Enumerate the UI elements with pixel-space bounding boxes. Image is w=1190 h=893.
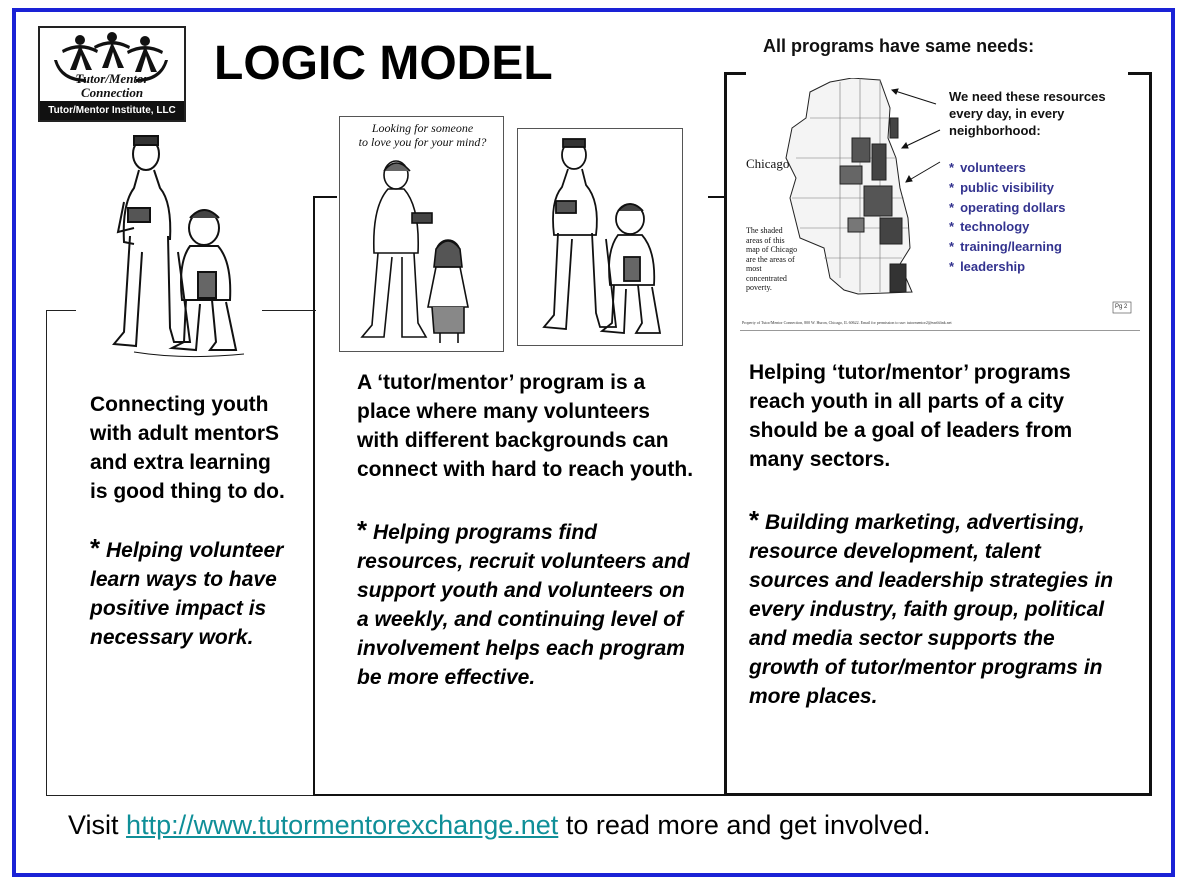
footer-link[interactable]: http://www.tutormentorexchange.net — [126, 810, 559, 840]
resource-item: * training/learning — [949, 239, 1062, 255]
resources-list — [949, 158, 1066, 277]
column-1-top-right-tick — [262, 310, 316, 311]
resource-item: * technology — [949, 219, 1030, 235]
column-3-top-left-tick — [724, 72, 746, 75]
poster-line1: Looking for someone — [371, 121, 474, 135]
mentor-panel — [517, 128, 683, 346]
poster-panel — [339, 116, 504, 352]
resource-item: * leadership — [949, 258, 1026, 274]
logo — [38, 26, 186, 122]
column-2-to-3-connector — [708, 196, 726, 198]
footer — [68, 810, 931, 841]
page-title: LOGIC MODEL — [214, 37, 553, 90]
column-1-top-left-tick — [46, 310, 76, 311]
map-shade-note: The shaded areas of this map of Chicago are the areas of most concentrated poverty. — [746, 226, 798, 292]
column-3-top-right-tick — [1128, 72, 1152, 75]
column-1-main: Connecting youth with adult mentorS and extra learning is good thing to do. — [90, 393, 285, 503]
column-2-text — [357, 368, 697, 692]
column-3-note: * Building marketing, advertising, resource development, talent sources and leadership strategies in every industry, faith group, political and media sector supports the growth of tutor/mentor programs in more places. — [749, 505, 1114, 708]
logo-line2: Connection — [80, 85, 144, 100]
column-2-top-tick — [313, 196, 337, 198]
resource-item: * public visibility — [949, 179, 1054, 195]
column-1-text — [90, 390, 290, 652]
needs-title: All programs have same needs: — [763, 36, 1035, 56]
resource-item: * volunteers — [949, 160, 1026, 175]
logo-bar: Tutor/Mentor Institute, LLC — [40, 101, 184, 120]
resources-heading: We need these resources every day, in every neighborhood: — [949, 89, 1106, 138]
resource-item: * operating dollars — [949, 199, 1066, 215]
column-2-main: A ‘tutor/mentor’ program is a place where many volunteers with different backgrounds can connect with hard to reach youth. — [357, 371, 694, 481]
mentor-youth-panel-illustration-icon — [526, 135, 676, 341]
column-2-note: * Helping programs find resources, recruit volunteers and support youth and volunteers on a weekly, and continuing level of involvement helps each program be more effective. — [357, 515, 690, 689]
map-page-label: Pg 2 — [1115, 304, 1128, 310]
poster-line2: to love you for your mind? — [358, 135, 487, 149]
column-1-note: * Helping volunteer learn ways to have positive impact is necessary work. — [90, 533, 284, 649]
logo-line1: Tutor/Mentor — [75, 71, 149, 86]
column-3-text — [749, 358, 1117, 711]
footer-before: Visit — [68, 810, 119, 840]
map-property-note: Property of Tutor/Mentor Connection, 800 W. Huron, Chicago, IL 60622. Email for permission to use: tutormentor2@earthlink.net — [742, 320, 952, 325]
column-3-main: Helping ‘tutor/mentor’ programs reach youth in all parts of a city should be a goal of leaders from many sectors. — [749, 361, 1073, 471]
footer-after: to read more and get involved. — [565, 810, 931, 840]
woman-girl-illustration-icon — [348, 157, 498, 347]
map-city-label: Chicago — [746, 156, 790, 171]
